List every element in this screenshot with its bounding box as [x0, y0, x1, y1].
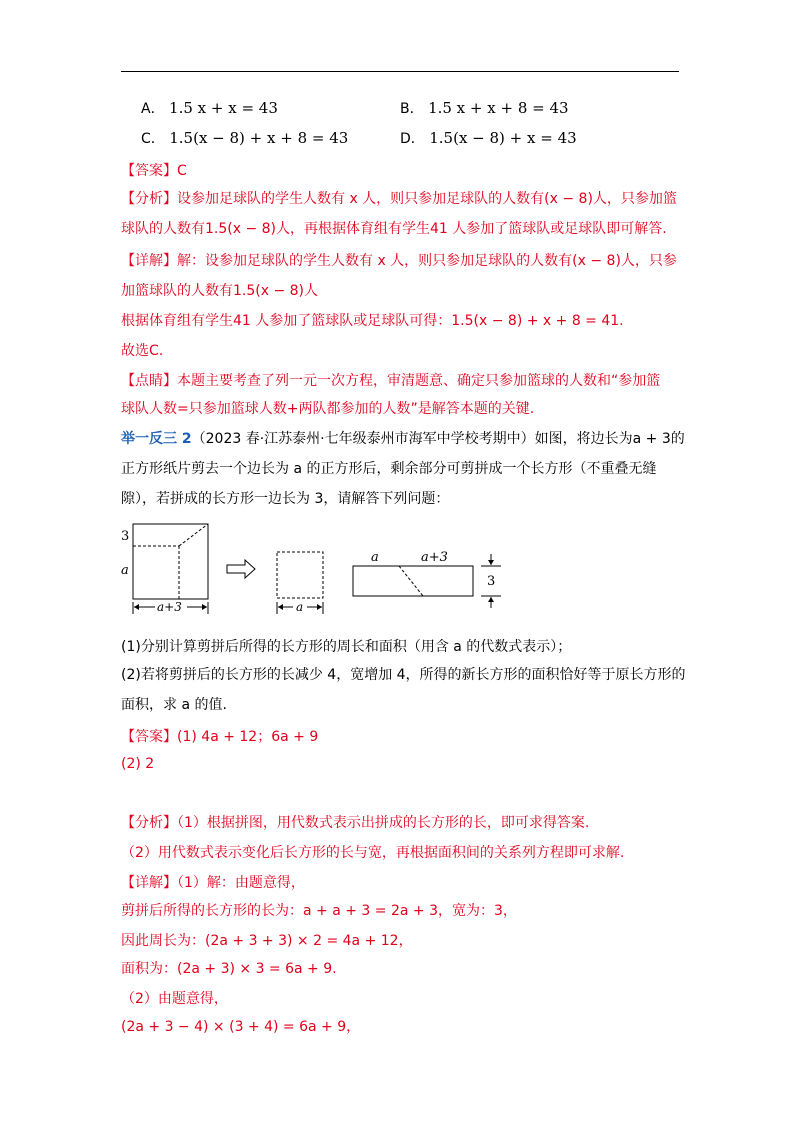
analysis-2-line1: 【分析】（1）根据拼图，用代数式表示出拼成的长方形的长，即可求得答案.: [121, 815, 590, 831]
answer-1: 【答案】C: [121, 163, 187, 179]
label-a: a: [121, 563, 129, 578]
problem-2-title: 举一反三 2: [121, 431, 192, 447]
answer-2-line1: 【答案】(1) 4a + 12；6a + 9: [121, 729, 319, 745]
header-rule: [121, 71, 679, 72]
rect-cut-line: [399, 566, 423, 596]
label-a-plus-3: a+3: [157, 600, 182, 614]
small-square: [277, 552, 323, 598]
analysis-1-line2: 球队的人数有1.5(x − 8)人，再根据体育组有学生41 人参加了篮球队或足球队即可解答.: [121, 221, 667, 237]
analysis-1-line1: 【分析】设参加足球队的学生人数有 x 人，则只参加足球队的人数有(x − 8)人，只参加篮: [121, 191, 677, 207]
rect-label-a: a: [371, 550, 379, 565]
answer-2-line2: (2) 2: [121, 756, 155, 772]
label-3: 3: [121, 529, 130, 544]
detail-2-line5: （2）由题意得，: [121, 991, 228, 1007]
rect-label-a-plus-3: a+3: [421, 550, 448, 565]
problem-2-line2: 正方形纸片剪去一个边长为 a 的正方形后，剩余部分可剪拼成一个长方形（不重叠无缝: [121, 461, 657, 477]
cut-line-diagonal: [179, 524, 208, 546]
detail-2-line4: 面积为：(2a + 3) × 3 = 6a + 9.: [121, 961, 337, 977]
label-small-a: a: [296, 600, 304, 614]
problem-2-line3: 隙），若拼成的长方形一边长为 3，请解答下列问题：: [121, 491, 450, 507]
detail-1-line4: 故选C.: [121, 343, 164, 359]
detail-1-line3: 根据体育组有学生41 人参加了篮球队或足球队可得：1.5(x − 8) + x + 8 = 41.: [121, 313, 624, 329]
detail-2-line1: 【详解】（1）解：由题意得，: [121, 875, 305, 891]
analysis-2-line2: （2）用代数式表示变化后长方形的长与宽，再根据面积间的关系列方程即可求解.: [121, 845, 625, 861]
detail-2-line6: (2a + 3 − 4) × (3 + 4) = 6a + 9，: [121, 1019, 361, 1035]
big-square: [133, 524, 208, 599]
detail-2-line2: 剪拼后所得的长方形的长为：a + a + 3 = 2a + 3，宽为：3，: [121, 903, 517, 919]
question-1: (1)分别计算剪拼后所得的长方形的周长和面积（用含 a 的代数式表示）；: [121, 639, 572, 655]
question-2-line1: (2)若将剪拼后的长方形的长减少 4，宽增加 4，所得的新长方形的面积恰好等于原长方形的: [121, 667, 686, 683]
long-rectangle: [353, 566, 473, 596]
option-c: C． 1.5(x − 8) + x + 8 = 43: [141, 129, 349, 147]
option-a: A． 1.5 x + x = 43: [141, 99, 278, 117]
detail-1-line1: 【详解】解：设参加足球队的学生人数有 x 人，则只参加足球队的人数有(x − 8)人，只参: [121, 253, 677, 269]
detail-2-line3: 因此周长为：(2a + 3 + 3) × 2 = 4a + 12，: [121, 933, 413, 949]
option-b: B． 1.5 x + x + 8 = 43: [400, 99, 569, 117]
rect-label-3: 3: [487, 574, 496, 589]
detail-1-line2: 加篮球队的人数有1.5(x − 8)人: [121, 283, 319, 299]
question-2-line2: 面积，求 a 的值.: [121, 697, 227, 713]
cut-and-rearrange-figure: [115, 518, 515, 622]
transform-arrow-icon: [227, 560, 255, 578]
option-d: D． 1.5(x − 8) + x = 43: [400, 129, 577, 147]
comment-1-line1: 【点睛】本题主要考查了列一元一次方程，审清题意、确定只参加篮球的人数和“参加篮: [121, 373, 661, 389]
problem-2-line1: 举一反三 2（2023 春·江苏泰州·七年级泰州市海军中学校考期中）如图，将边长为a + 3的: [121, 431, 685, 447]
comment-1-line2: 球队人数=只参加篮球人数+两队都参加的人数”是解答本题的关键.: [121, 401, 535, 417]
